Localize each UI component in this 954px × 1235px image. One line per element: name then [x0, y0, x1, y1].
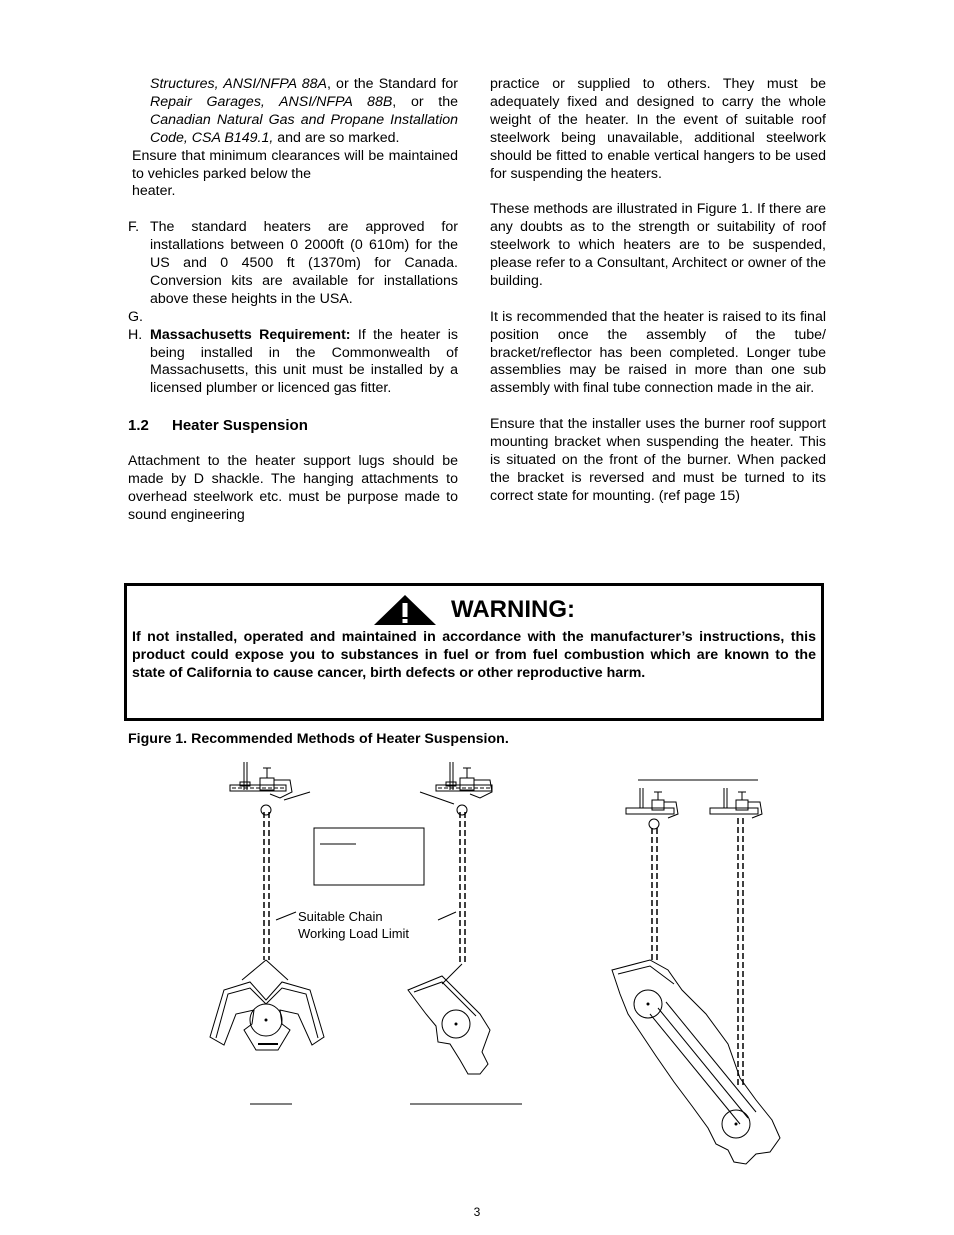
item-h-text: If the heater is being installed in the Commonwealth of Massachusetts, this unit must be installed by a licensed plumber or licenced gas fitter. [150, 326, 458, 397]
right-paragraph-2: These methods are illustrated in Figure 1. If there are any doubts as to the strength or suitability of roof steelwork to which heaters are to be suspended, please refer to a Consultant, Architect or owner of the building. [490, 201, 826, 289]
warning-box [124, 583, 824, 721]
figure-caption: Figure 1. Recommended Methods of Heater Suspension. [128, 731, 509, 747]
right-paragraph-3: It is recommended that the heater is raised to its final position once the assembly of the tube/ bracket/reflector has been completed. Longer tube assemblies may be raised in more than one sub assembly with final tube connection made in the air. [490, 308, 826, 397]
heater-end-view-2 [408, 976, 490, 1074]
item-f [128, 219, 458, 309]
standard-name-88b: Repair Garages, ANSI/NFPA 88B [150, 93, 393, 110]
clearance-paragraph: Ensure that minimum clearances will be maintained to vehicles parked below the [132, 147, 458, 182]
heater-end-view-1 [210, 982, 324, 1050]
section-title: Heater Suspension [172, 417, 308, 435]
text-fragment: , or the [392, 93, 458, 110]
beam-clamp-1 [230, 762, 292, 798]
beam-clamp-3a [626, 788, 678, 818]
suspension-paragraph: Attachment to the heater support lugs should be made by D shackle. The hanging attachments to overhead steelwork etc. must be purpose made to sound engineering [128, 452, 458, 523]
right-paragraph-4: Ensure that the installer uses the burner roof support mounting bracket when suspending the heater. This is situated on the front of the burner. When packed the bracket is reversed and must be turned to its correct state for mounting. (ref page 15) [490, 416, 826, 504]
item-h [128, 327, 458, 399]
text-fragment: , or the Standard for [326, 76, 459, 92]
chain-label-line-1: Suitable Chain [298, 909, 383, 924]
chain-3b [738, 818, 743, 1087]
standard-name-csa: Canadian Natural Gas and Propane Installation Code, CSA B149.1, [150, 111, 458, 146]
item-h-label: H. [128, 326, 143, 343]
item-g [128, 309, 458, 327]
text-fragment: and are so marked. [273, 129, 400, 146]
item-e-continuation [128, 76, 458, 148]
section-number: 1.2 [128, 417, 149, 435]
massachusetts-heading: Massachusetts Requirement: [150, 326, 351, 343]
beam-clamp-3b [710, 788, 762, 818]
warning-title: WARNING: [451, 596, 575, 624]
suspension-figure [180, 752, 800, 1172]
heater-angled-assembly [612, 960, 780, 1164]
right-column [490, 76, 826, 506]
chain-label-line-2: Working Load Limit [298, 926, 410, 941]
chain-1 [242, 805, 288, 980]
clearance-heater-word: heater. [132, 183, 176, 200]
warning-text: If not installed, operated and maintained in accordance with the manufacturer’s instructions, this product could expose you to substances in fuel or from fuel combustion which are known to the state of California to cause cancer, birth defects or other reproductive harm. [132, 629, 816, 681]
note-box [314, 828, 424, 885]
item-f-label: F. [128, 219, 140, 236]
item-g-label: G. [128, 308, 143, 325]
right-paragraph-1: practice or supplied to others. They must be adequately fixed and designed to carry the whole weight of the heater. In the event of suitable roof steelwork being unavailable, additional steelwork should be fitted to enable vertical hangers to be used for suspending the heaters. [490, 76, 826, 182]
left-column [128, 76, 458, 525]
chain-3a [649, 819, 659, 962]
standard-name-88a: Structures, ANSI/NFPA 88A [150, 76, 327, 92]
beam-clamp-2 [436, 762, 492, 798]
section-heading [128, 417, 458, 435]
exclamation-triangle-icon [373, 594, 437, 626]
chain-2 [442, 805, 467, 984]
page-number: 3 [473, 1205, 481, 1219]
item-f-text: The standard heaters are approved for installations between 0 2000ft (0 610m) for the US and 0 4500 ft (1370m) for Canada. Conversion kits are available for installations above these heights in the USA. [150, 219, 458, 307]
warning-header [127, 594, 821, 628]
